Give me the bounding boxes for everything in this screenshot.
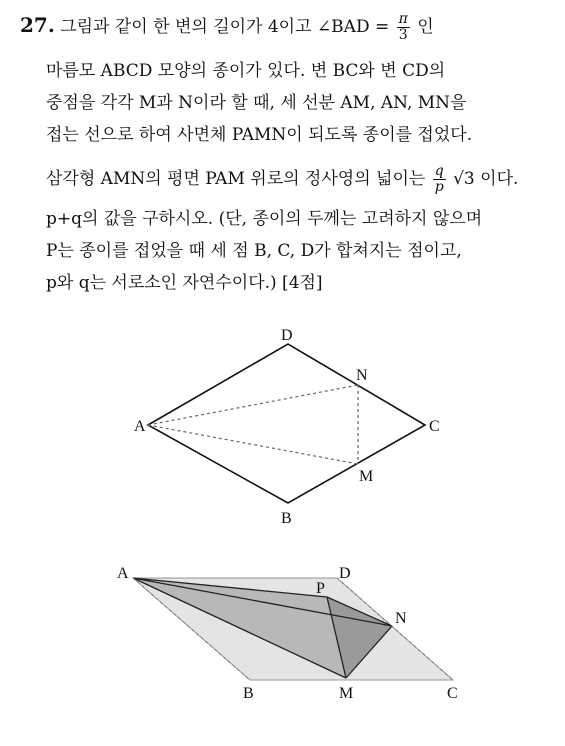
figure-folded [133,578,453,680]
label-b1: B [281,510,292,527]
label-p2: P [316,580,325,597]
angle-fraction-numerator: π [398,11,408,27]
label-c2: C [447,685,458,702]
label-b2: B [243,685,254,702]
label-n1: N [356,367,368,384]
problem-line-1-suffix: 인 [417,17,434,37]
problem-line-1-text: 그림과 같이 한 변의 길이가 4이고 ∠BAD = [60,17,390,37]
rhombus-abcd [148,344,425,503]
problem-line-3: 중점을 각각 M과 N이라 할 때, 세 선분 AM, AN, MN을 [46,93,467,113]
angle-fraction-denominator: 3 [398,27,408,43]
label-d2: D [339,565,351,582]
problem-line-4: 접는 선으로 하여 사면체 PAMN이 되도록 종이를 접었다. [46,125,473,145]
label-c1: C [429,418,440,435]
fold-lines-1 [148,385,358,464]
label-n2: N [395,610,407,627]
problem-line-6: p+q의 값을 구하시오. (단, 종이의 두께는 고려하지 않으며 [46,209,483,229]
problem-line-2: 마름모 ABCD 모양의 종이가 있다. 변 BC와 변 CD의 [46,61,446,81]
problem-number: 27. [20,13,55,37]
label-a2: A [117,565,129,582]
label-a1: A [134,418,146,435]
problem-line-5-suffix: 이다. [480,169,519,189]
area-fraction-denominator: p [434,179,444,195]
rhombus-outline [148,344,425,503]
problem-line-8: p와 q는 서로소인 자연수이다.) [4점] [46,273,323,293]
label-d1: D [281,327,293,344]
problem-line-5-text: 삼각형 AMN의 평면 PAM 위로의 정사영의 넓이는 [46,169,426,189]
problem-line-7: P는 종이를 접었을 때 세 점 B, C, D가 합쳐지는 점이고, [46,241,462,261]
label-m2: M [339,685,354,702]
fold-line-am [148,425,358,464]
fold-line-an [148,385,358,425]
area-root: √3 [453,169,475,189]
area-fraction-numerator: q [434,163,444,179]
label-m1: M [359,468,374,485]
